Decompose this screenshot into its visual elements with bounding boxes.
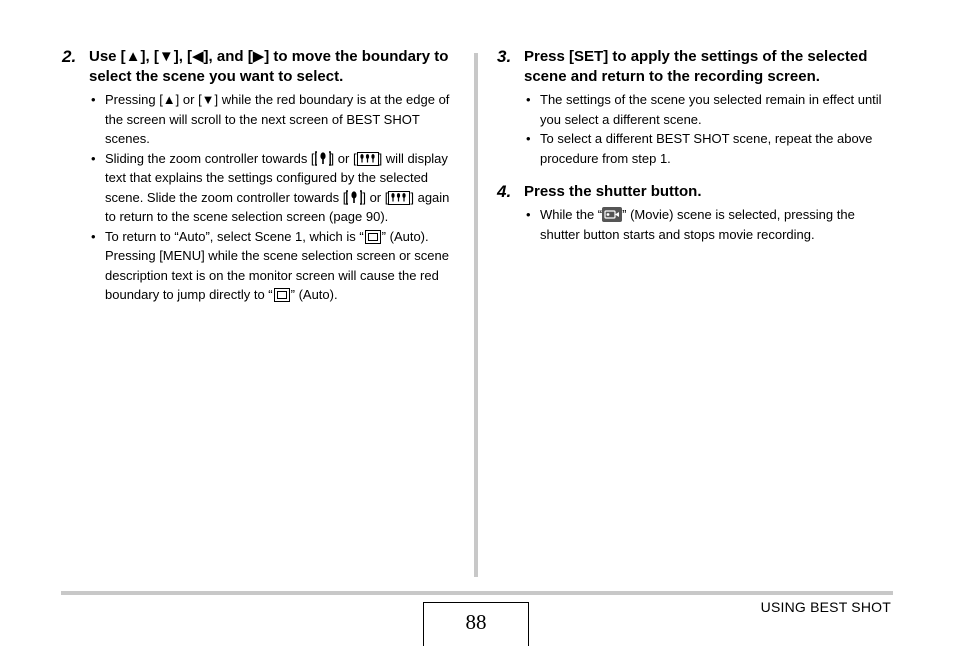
step-3-bullets bbox=[497, 90, 889, 168]
telephoto-zoom-icon bbox=[346, 190, 362, 205]
step-title: Press [SET] to apply the settings of the selected scene and return to the recording screen. bbox=[524, 48, 868, 85]
right-column bbox=[497, 47, 889, 244]
section-title: USING BEST SHOT bbox=[760, 599, 891, 615]
step-2-bullets bbox=[62, 90, 458, 305]
list-item: • Pressing [▲] or [▼] while the red boundary is at the edge of the screen will scroll to the next screen of BEST SHOT scenes. bbox=[105, 90, 458, 149]
list-item: • To select a different BEST SHOT scene, repeat the above procedure from step 1. bbox=[540, 129, 889, 168]
telephoto-zoom-icon bbox=[315, 151, 331, 166]
step-title: Press the shutter button. bbox=[524, 183, 702, 200]
list-item: • To return to “Auto”, select Scene 1, which is “ ” (Auto). Pressing [MENU] while the scene selection screen or scene description text is on the monitor screen will cause the red boundary to jump directly to “ ” (Auto). bbox=[105, 227, 458, 305]
step-4 bbox=[497, 182, 889, 202]
step-number: 4. bbox=[497, 182, 512, 201]
list-item: • The settings of the scene you selected remain in effect until you select a different scene. bbox=[540, 90, 889, 129]
page-number: 88 bbox=[423, 602, 529, 646]
wide-angle-zoom-icon bbox=[388, 191, 410, 205]
step-3-block bbox=[497, 47, 889, 168]
list-item: • While the “ ” (Movie) scene is selected, pressing the shutter button starts and stops movie recording. bbox=[540, 205, 889, 244]
movie-scene-icon bbox=[602, 207, 622, 222]
step-number: 2. bbox=[62, 47, 77, 66]
step-4-bullets bbox=[497, 205, 889, 244]
left-column bbox=[62, 47, 458, 305]
wide-angle-zoom-icon bbox=[357, 152, 379, 166]
auto-scene-icon bbox=[365, 230, 381, 244]
footer-divider bbox=[61, 591, 893, 595]
auto-scene-icon bbox=[274, 288, 290, 302]
column-divider bbox=[474, 53, 478, 577]
step-2 bbox=[62, 47, 458, 87]
step-4-block bbox=[497, 182, 889, 244]
step-number: 3. bbox=[497, 47, 512, 66]
step-title: Use [▲], [▼], [◀], and [▶] to move the boundary to select the scene you want to select. bbox=[89, 48, 449, 85]
list-item: • Sliding the zoom controller towards [ ] or [ ] will display text that explains the settings configured by the selected scene. Slide the zoom controller towards [ ] or [ ] again to return to the scene selection screen (page 90). bbox=[105, 149, 458, 227]
step-3 bbox=[497, 47, 889, 87]
